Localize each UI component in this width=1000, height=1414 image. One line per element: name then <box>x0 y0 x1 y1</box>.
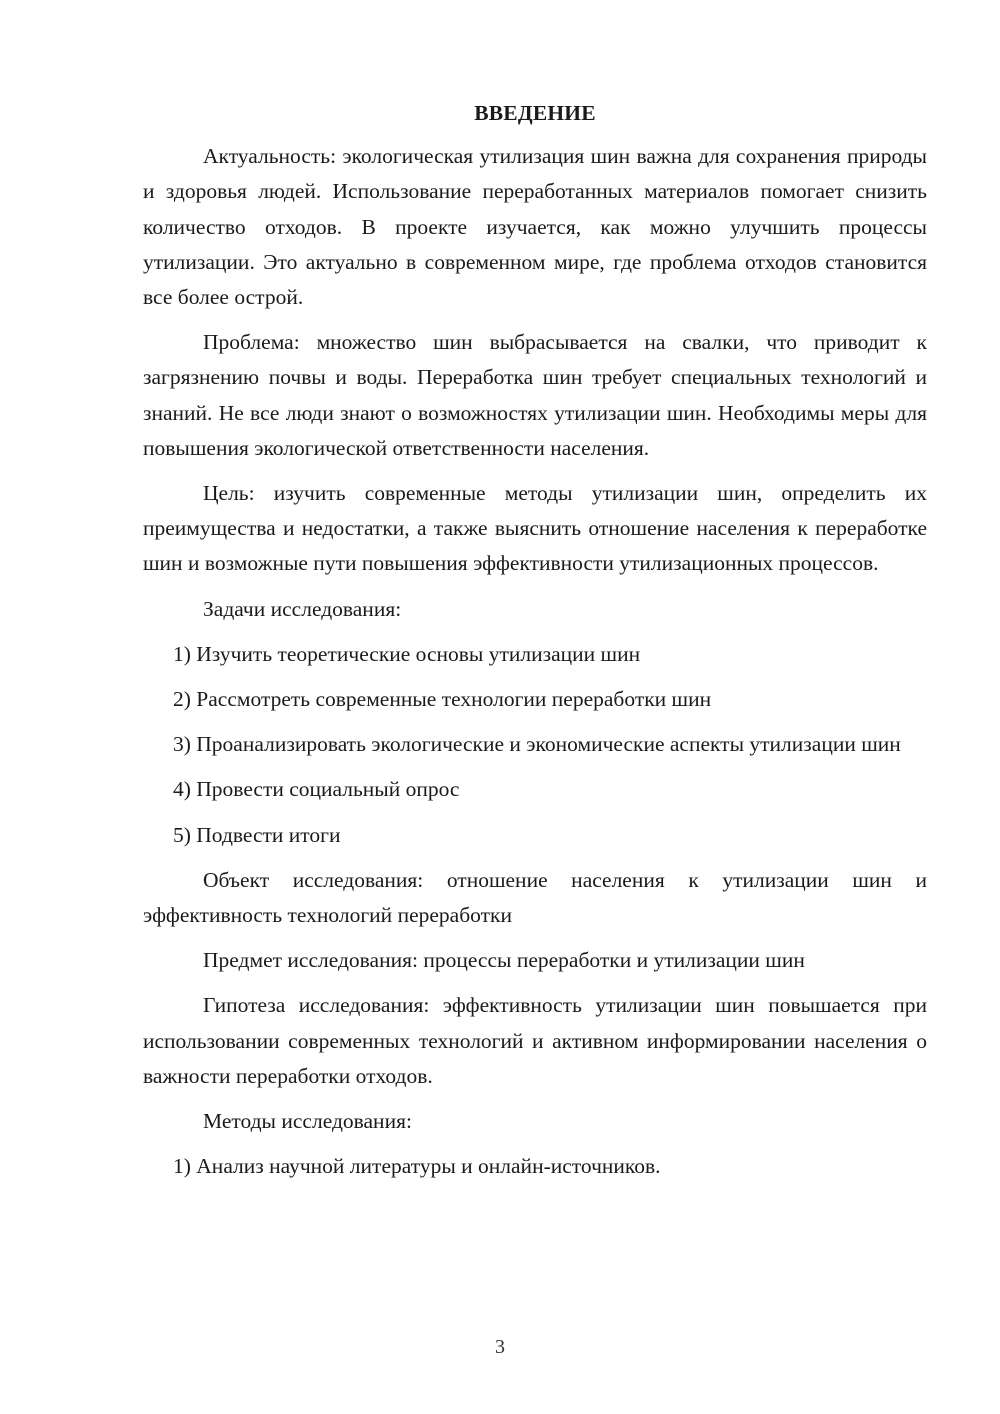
methods-heading: Методы исследования: <box>203 1109 412 1134</box>
page-number: 3 <box>495 1336 505 1358</box>
method-item: 1) Анализ научной литературы и онлайн-источников. <box>173 1154 661 1179</box>
document-body <box>143 96 927 1194</box>
paragraph-hypothesis: Гипотеза исследования: эффективность утилизации шин повышается при использовании современных технологий и активном информировании населения о важности переработки отходов. <box>143 993 927 1088</box>
task-item: 4) Провести социальный опрос <box>173 777 460 802</box>
paragraph-object: Объект исследования: отношение населения к утилизации шин и эффективность технологий переработки <box>143 867 927 928</box>
task-item: 3) Проанализировать экологические и экономические аспекты утилизации шин <box>173 732 901 757</box>
section-title: ВВЕДЕНИЕ <box>474 101 596 125</box>
task-item: 5) Подвести итоги <box>173 822 341 847</box>
paragraph-goal: Цель: изучить современные методы утилизации шин, определить их преимущества и недостатки, а также выяснить отношение населения к переработке шин и возможные пути повышения эффективности утилизационных процессов. <box>143 481 927 576</box>
paragraph-relevance: Актуальность: экологическая утилизация шин важна для сохранения природы и здоровья людей. Использование переработанных материалов помогает снизить количество отходов. В проекте изучается, как можно улучшить процессы утилизации. Это актуально в современном мире, где проблема отходов становится все более острой. <box>143 144 927 310</box>
task-item: 2) Рассмотреть современные технологии переработки шин <box>173 687 712 712</box>
tasks-heading: Задачи исследования: <box>203 596 402 621</box>
paragraph-problem: Проблема: множество шин выбрасывается на свалки, что приводит к загрязнению почвы и воды. Переработка шин требует специальных технологий и знаний. Не все люди знают о возможностях утилизации шин. Необходимы меры для повышения экологической ответственности населения. <box>143 330 927 460</box>
paragraph-subject: Предмет исследования: процессы переработки и утилизации шин <box>203 948 805 973</box>
task-item: 1) Изучить теоретические основы утилизации шин <box>173 641 641 666</box>
